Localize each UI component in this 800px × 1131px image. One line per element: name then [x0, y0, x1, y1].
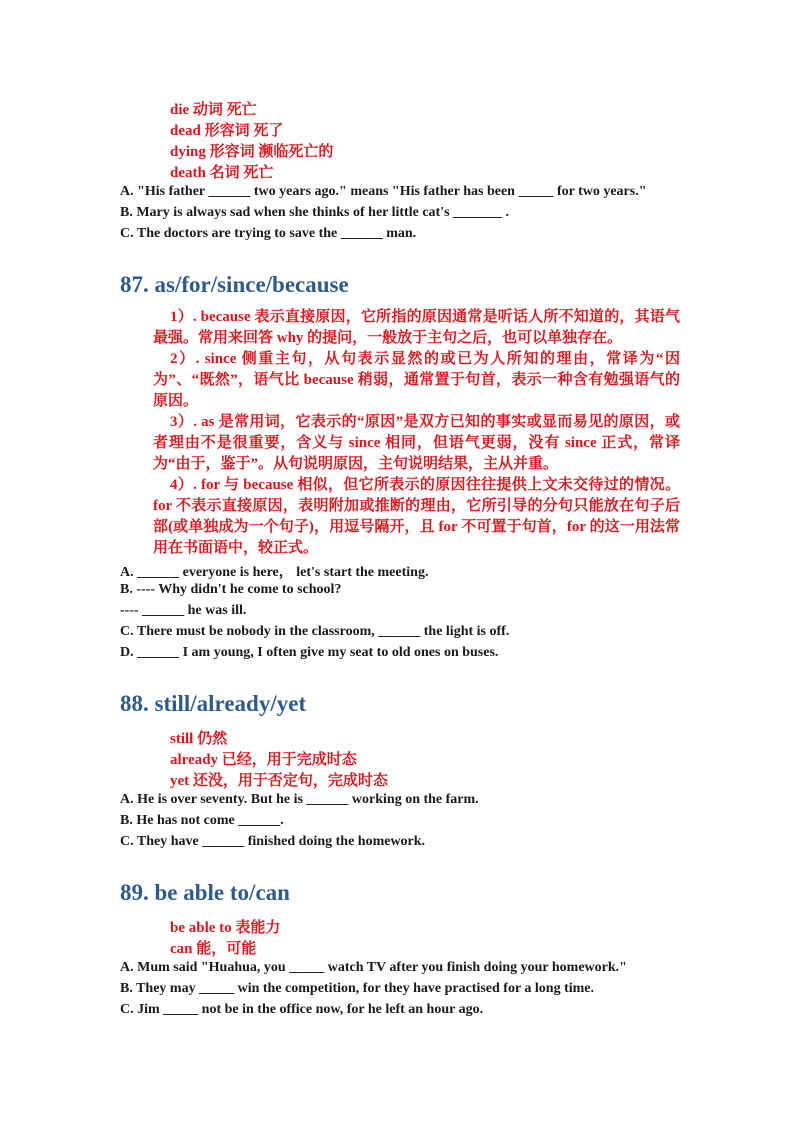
example-c: C. The doctors are trying to save the ______ man.	[120, 226, 417, 241]
section-heading-88: 88. still/already/yet	[120, 691, 307, 716]
explanation-because: 1）. because 表示直接原因，它所指的原因通常是听话人所不知道的，其语气最强。常用来回答 why 的提问，一般放于主句之后，也可以单独存在。	[153, 309, 680, 346]
example-c: C. They have ______ finished doing the homework.	[120, 834, 426, 849]
example-a: A. "His father ______ two years ago." means "His father has been _____ for two years."	[120, 184, 647, 199]
example-b-answer: ---- ______ he was ill.	[120, 603, 247, 618]
definition-death: death 名词 死亡	[170, 165, 274, 181]
definition-die: die 动词 死亡	[170, 102, 257, 118]
definition-yet: yet 还没，用于否定句，完成时态	[170, 773, 388, 789]
example-b: B. Mary is always sad when she thinks of her little cat's _______ .	[120, 205, 510, 220]
example-a: A. ______ everyone is here， let's start the meeting.	[120, 565, 429, 580]
example-b: B. He has not come ______.	[120, 813, 284, 828]
section-heading-87: 87. as/for/since/because	[120, 272, 349, 297]
example-b: B. ---- Why didn't he come to school?	[120, 582, 342, 597]
section-heading-89: 89. be able to/can	[120, 880, 290, 905]
definition-already: already 已经，用于完成时态	[170, 752, 357, 768]
example-a: A. He is over seventy. But he is ______ working on the farm.	[120, 792, 479, 807]
definition-be-able-to: be able to 表能力	[170, 920, 281, 936]
example-c: C. Jim _____ not be in the office now, for he left an hour ago.	[120, 1002, 484, 1017]
explanation-block	[153, 307, 680, 559]
example-b: B. They may _____ win the competition, for they have practised for a long time.	[120, 981, 595, 996]
definition-dying: dying 形容词 濒临死亡的	[170, 144, 334, 160]
definition-dead: dead 形容词 死了	[170, 123, 284, 139]
example-c: C. There must be nobody in the classroom, ______ the light is off.	[120, 624, 510, 639]
example-a: A. Mum said "Huahua, you _____ watch TV after you finish doing your homework."	[120, 960, 627, 975]
example-d: D. ______ I am young, I often give my seat to old ones on buses.	[120, 645, 499, 660]
explanation-as: 3）. as 是常用词，它表示的“原因”是双方已知的事实或显而易见的原因，或者理由不是很重要，含义与 since 相同，但语气更弱，没有 since 正式，常译为“由于，鉴于”。从句说明原因，主句说明结果，主从并重。	[153, 414, 680, 472]
explanation-since: 2）. since 侧重主句，从句表示显然的或已为人所知的理由，常译为“因为”、“既然”，语气比 because 稍弱，通常置于句首，表示一种含有勉强语气的原因。	[153, 351, 680, 409]
explanation-for: 4）. for 与 because 相似，但它所表示的原因往往提供上文未交待过的情况。for 不表示直接原因，表明附加或推断的理由，它所引导的分句只能放在句子后部(或单独成为一个句子)，用逗号隔开，且 for 不可置于句首，for 的这一用法常用在书面语中，较正式。	[153, 477, 680, 556]
definition-can: can 能，可能	[170, 941, 257, 957]
definition-still: still 仍然	[170, 731, 228, 747]
